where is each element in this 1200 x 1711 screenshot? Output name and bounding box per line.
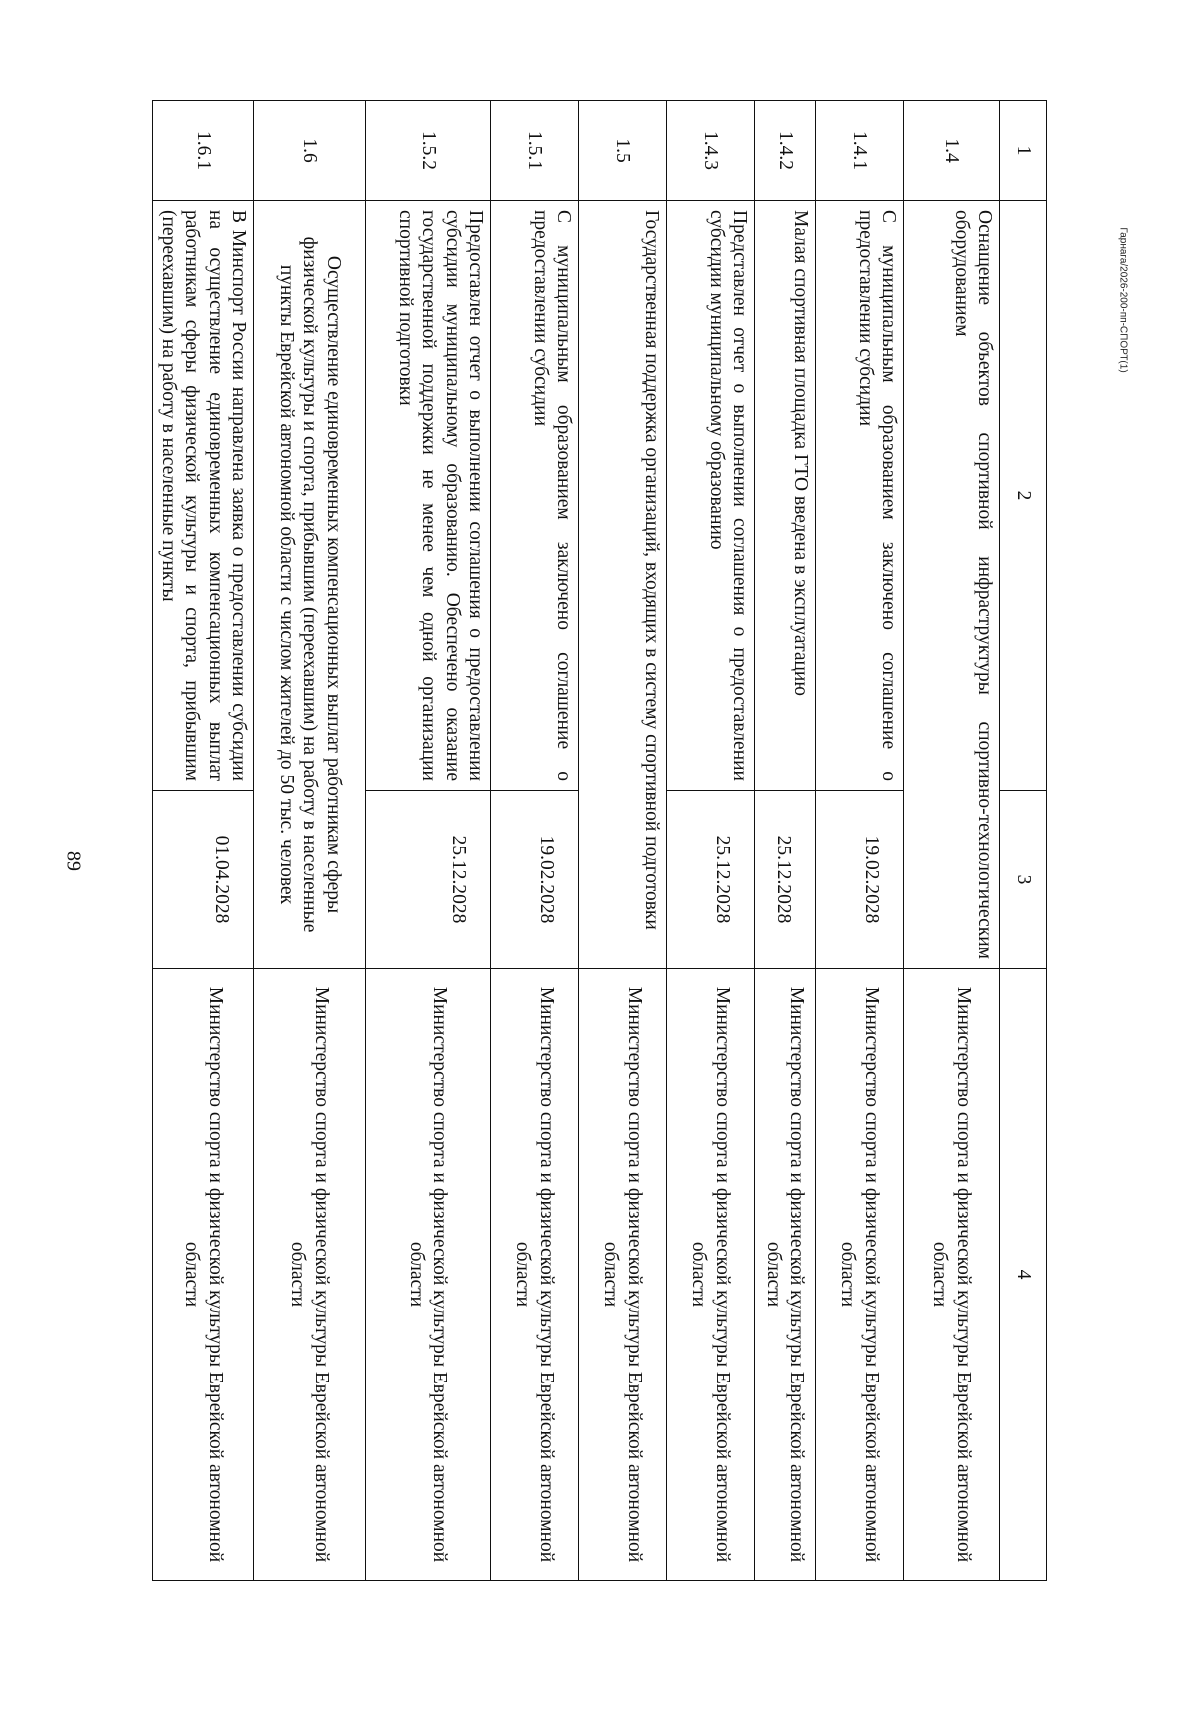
row-description: Осуществление единовременных компенсационных выплат работникам сферы физической культуры и спорта, прибывшим (переехавшим) на работу в населенные пункты Еврейской автономной области с числом жителей до 50 тыс. человек — [254, 201, 366, 969]
row-description: В Минспорт России направлена заявка о предоставлении субсидии на осуществление единовременных компенсационных выплат работникам сферы физической культуры и спорта, прибывшим (переехавшим) на работу в населенные пункты — [153, 201, 254, 791]
row-description: С муниципальным образованием заключено соглашение о предоставлении субсидии — [491, 201, 579, 791]
table-area — [157, 100, 1047, 1580]
row-number: 1.5 — [579, 101, 667, 201]
row-responsible: Министерство спорта и физической культуры Еврейской автономной области — [579, 969, 667, 1581]
document-code: Гарнага/2026-200-пп-СПОРТ(1) — [1117, 227, 1129, 373]
header-cell: 3 — [1000, 791, 1047, 969]
rotated-table-wrapper — [157, 100, 1047, 1580]
row-responsible: Министерство спорта и физической культуры Еврейской автономной области — [904, 969, 1000, 1581]
table-row — [755, 101, 816, 1581]
row-number: 1.5.1 — [491, 101, 579, 201]
table-header-row — [1000, 101, 1047, 1581]
table-row — [153, 101, 254, 1581]
row-deadline: 25.12.2028 — [667, 791, 755, 969]
row-responsible: Министерство спорта и физической культуры Еврейской автономной области — [491, 969, 579, 1581]
row-responsible: Министерство спорта и физической культуры Еврейской автономной области — [816, 969, 904, 1581]
row-deadline: 25.12.2028 — [366, 791, 491, 969]
row-responsible: Министерство спорта и физической культуры Еврейской автономной области — [667, 969, 755, 1581]
row-responsible: Министерство спорта и физической культуры Еврейской автономной области — [366, 969, 491, 1581]
row-description: Малая спортивная площадка ГТО введена в эксплуатацию — [755, 201, 816, 791]
row-deadline: 01.04.2028 — [153, 791, 254, 969]
row-number: 1.4.1 — [816, 101, 904, 201]
row-number: 1.4 — [904, 101, 1000, 201]
row-number: 1.6 — [254, 101, 366, 201]
row-responsible: Министерство спорта и физической культуры Еврейской автономной области — [153, 969, 254, 1581]
row-number: 1.4.2 — [755, 101, 816, 201]
row-description: С муниципальным образованием заключено соглашение о предоставлении субсидии — [816, 201, 904, 791]
row-deadline: 19.02.2028 — [816, 791, 904, 969]
row-description: Предоставлен отчет о выполнении соглашения о предоставлении субсидии муниципальному образованию. Обеспечено оказание государственной поддержки не менее чем одной организации спортивной подготовки — [366, 201, 491, 791]
table-row — [816, 101, 904, 1581]
row-description: Оснащение объектов спортивной инфраструктуры спортивно-технологическим оборудованием — [904, 201, 1000, 969]
row-number: 1.6.1 — [153, 101, 254, 201]
header-cell: 1 — [1000, 101, 1047, 201]
table-row — [579, 101, 667, 1581]
table-row — [254, 101, 366, 1581]
table-row — [366, 101, 491, 1581]
row-number: 1.5.2 — [366, 101, 491, 201]
row-responsible: Министерство спорта и физической культуры Еврейской автономной области — [755, 969, 816, 1581]
header-cell: 2 — [1000, 201, 1047, 791]
row-deadline: 19.02.2028 — [491, 791, 579, 969]
table-row — [904, 101, 1000, 1581]
row-deadline: 25.12.2028 — [755, 791, 816, 969]
plan-table — [152, 100, 1047, 1581]
table-row — [667, 101, 755, 1581]
row-responsible: Министерство спорта и физической культуры Еврейской автономной области — [254, 969, 366, 1581]
row-description: Представлен отчет о выполнении соглашения о предоставлении субсидии муниципальному образованию — [667, 201, 755, 791]
row-number: 1.4.3 — [667, 101, 755, 201]
page-number: 89 — [62, 851, 85, 871]
header-cell: 4 — [1000, 969, 1047, 1581]
table-row — [491, 101, 579, 1581]
row-description: Государственная поддержка организаций, входящих в систему спортивной подготовки — [579, 201, 667, 969]
